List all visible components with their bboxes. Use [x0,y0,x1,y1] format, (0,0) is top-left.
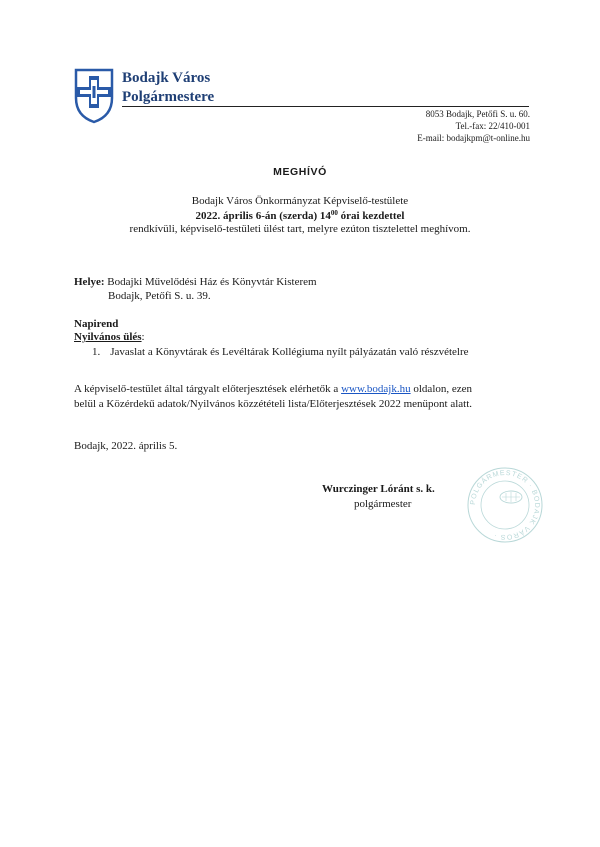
official-stamp [465,465,545,545]
contact-address: 8053 Bodajk, Petőfi S. u. 60. [425,109,530,119]
intro-line3: rendkívüli, képviselő-testületi ülést tart, melyre ezúton tisztelettel meghívom. [129,223,471,235]
date-place: Bodajk, 2022. április 5. [74,440,178,452]
meeting-date: 2022. április 6-án (szerda) 14 [195,210,331,222]
header-rule [122,106,529,107]
agenda-item-number: 1. [92,346,101,358]
notice-text: A képviselő-testület által tárgyalt előterjesztések elérhetők a [74,383,342,395]
notice-line2: belül a Közérdekű adatok/Nyilvános közzétételi lista/Előterjesztések 2022 menüpont alatt. [74,398,473,410]
signature-role: polgármester [354,498,412,510]
agenda-heading: Napirend [74,318,119,330]
intro-line2 [0,209,600,222]
signature-name: Wurczinger Lóránt s. k. [322,483,435,495]
location-line2: Bodajk, Petőfi S. u. 39. [108,290,211,302]
location-venue: Bodajki Művelődési Ház és Könyvtár Kisterem [104,276,317,288]
notice-text-after: oldalon, ezen [410,383,473,395]
notice-line1 [74,383,530,395]
document-title: MEGHÍVÓ [273,166,327,178]
agenda-item-text: Javaslat a Könyvtárak és Levéltárak Kollégiuma nyílt pályázatán való részvételre [110,346,469,358]
agenda-item [92,346,469,358]
contact-email: E-mail: bodajkpm@t-online.hu [417,133,530,143]
svg-text:POLGÁRMESTER · BODAJK VÁROS · [470,470,540,540]
meeting-time-minutes: 00 [330,209,338,217]
stamp-text: POLGÁRMESTER · BODAJK VÁROS · [469,469,541,541]
session-suffix: : [141,331,145,343]
org-name-line2: Polgármestere [122,89,215,105]
coat-of-arms-icon [74,68,114,124]
meeting-time-suffix: órai kezdettel [337,210,405,222]
session-type: Nyilvános ülés [74,331,142,343]
contact-phone: Tel.-fax: 22/410-001 [455,121,530,131]
location-line1 [74,276,317,288]
website-link[interactable]: www.bodajk.hu [341,383,411,395]
agenda-session [74,331,145,343]
location-label: Helye: [74,276,105,288]
intro-line1: Bodajk Város Önkormányzat Képviselő-testülete [191,195,409,207]
org-name-line1: Bodajk Város [122,70,211,86]
